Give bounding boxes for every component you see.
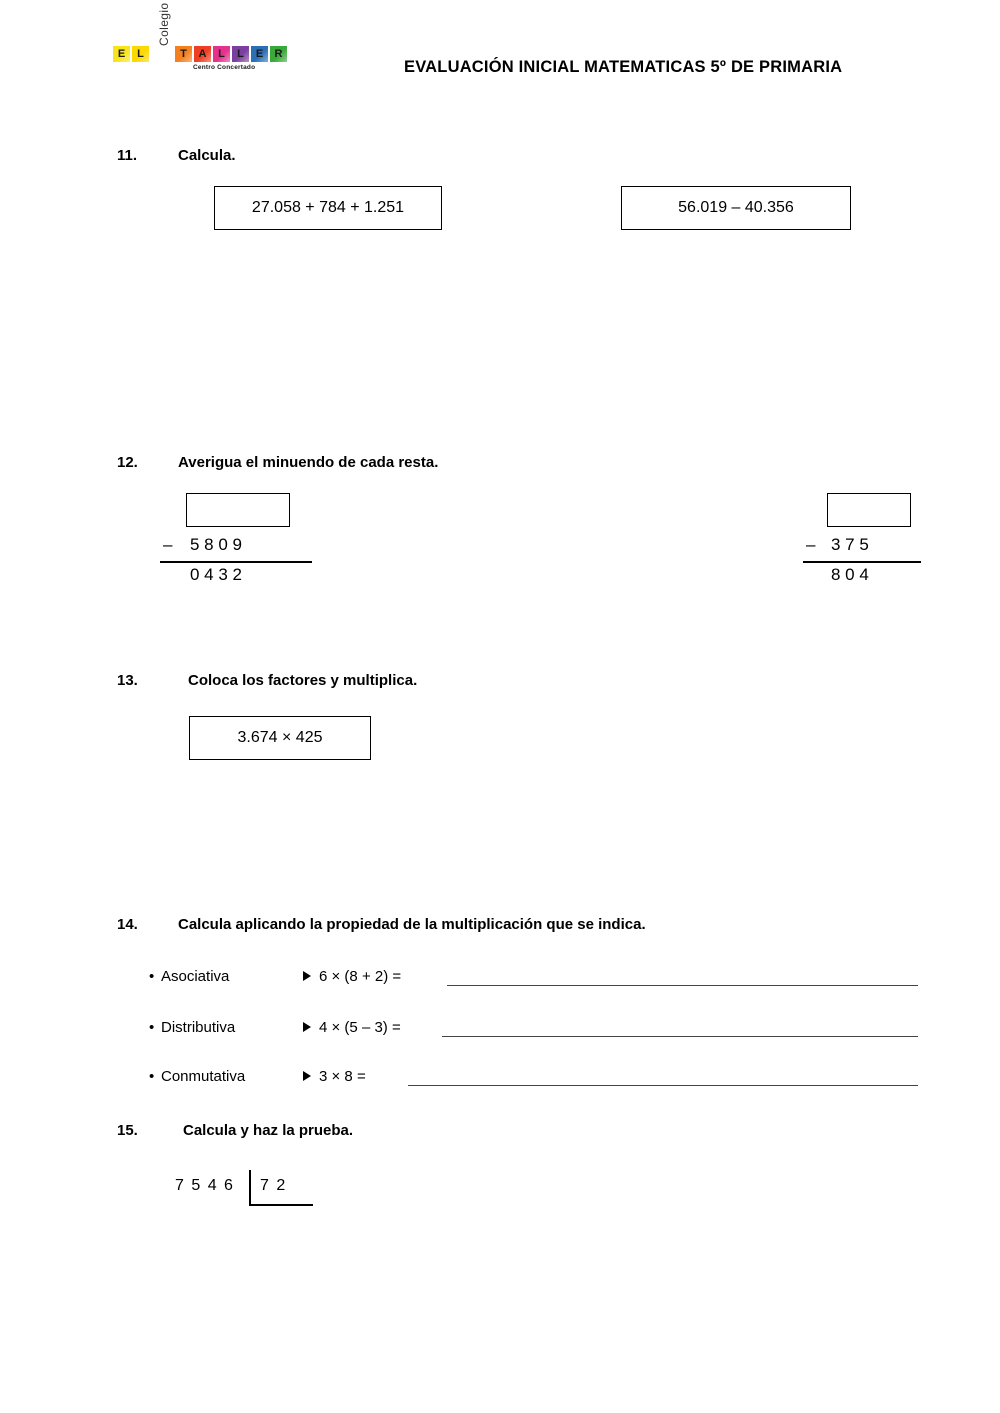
question-12-prompt: Averigua el minuendo de cada resta. <box>178 454 439 471</box>
question-12-minuend-answer-box-2[interactable] <box>827 493 911 527</box>
school-logo <box>113 2 293 84</box>
question-11-expression-box-2: 56.019 – 40.356 <box>621 186 851 230</box>
logo-tile-4: L <box>213 46 230 62</box>
question-14-property-label-3: Conmutativa <box>161 1068 246 1085</box>
question-12-divider-2 <box>803 561 921 563</box>
question-14-answer-line-2[interactable] <box>442 1036 918 1037</box>
logo-subtitle: Centro Concertado <box>193 64 256 71</box>
question-15-dividend: 7 5 4 6 <box>175 1177 235 1194</box>
question-15-divisor: 7 2 <box>260 1177 287 1194</box>
question-11-expression-box-1: 27.058 + 784 + 1.251 <box>214 186 442 230</box>
logo-tile-1: L <box>132 46 149 62</box>
question-13-expression-box: 3.674 × 425 <box>189 716 371 760</box>
question-14-property-expression-1: 6 × (8 + 2) = <box>319 968 402 985</box>
question-14-property-label-1: Asociativa <box>161 968 230 985</box>
logo-letter-tiles <box>113 46 287 62</box>
question-14-answer-line-3[interactable] <box>408 1085 918 1086</box>
question-13-number: 13. <box>117 672 138 689</box>
page-title: EVALUACIÓN INICIAL MATEMATICAS 5º DE PRIMARIA <box>404 58 843 76</box>
question-14-property-expression-3: 3 × 8 = <box>319 1068 366 1085</box>
question-14-bullet-1: • <box>149 968 155 985</box>
logo-tile-0: E <box>113 46 130 62</box>
question-12-minus-sign-2: – <box>806 535 816 554</box>
logo-tile-5: L <box>232 46 249 62</box>
question-14-bullet-2: • <box>149 1019 155 1036</box>
logo-tile-3: A <box>194 46 211 62</box>
question-13-prompt: Coloca los factores y multiplica. <box>188 672 418 689</box>
question-12-subtrahend-2: 3 7 5 <box>831 535 869 554</box>
logo-tile-7: R <box>270 46 287 62</box>
question-14-prompt: Calcula aplicando la propiedad de la multiplicación que se indica. <box>178 916 646 933</box>
logo-tile-6: E <box>251 46 268 62</box>
question-14-arrow-icon-3 <box>303 1071 311 1081</box>
question-15-division-bracket-vertical <box>249 1170 251 1206</box>
question-14-arrow-icon-2 <box>303 1022 311 1032</box>
question-12-difference-2: 8 0 4 <box>831 565 869 584</box>
question-14-property-expression-2: 4 × (5 – 3) = <box>319 1019 401 1036</box>
question-14-arrow-icon-1 <box>303 971 311 981</box>
question-12-difference-1: 0 4 3 2 <box>190 565 242 584</box>
question-15-number: 15. <box>117 1122 138 1139</box>
question-15-division-bracket-horizontal <box>249 1204 313 1206</box>
question-14-number: 14. <box>117 916 138 933</box>
question-12-divider-1 <box>160 561 312 563</box>
logo-tile-spacer <box>151 46 173 62</box>
question-12-subtrahend-1: 5 8 0 9 <box>190 535 242 554</box>
question-11-number: 11. <box>117 147 138 164</box>
question-11-prompt: Calcula. <box>178 147 236 164</box>
question-14-bullet-3: • <box>149 1068 155 1085</box>
logo-tile-2: T <box>175 46 192 62</box>
question-14-answer-line-1[interactable] <box>447 985 918 986</box>
question-14-property-label-2: Distributiva <box>161 1019 236 1036</box>
question-12-minus-sign-1: – <box>163 535 173 554</box>
question-15-prompt: Calcula y haz la prueba. <box>183 1122 354 1139</box>
question-12-minuend-answer-box-1[interactable] <box>186 493 290 527</box>
logo-colegio-text: Colegio <box>157 2 171 46</box>
question-12-number: 12. <box>117 454 138 471</box>
